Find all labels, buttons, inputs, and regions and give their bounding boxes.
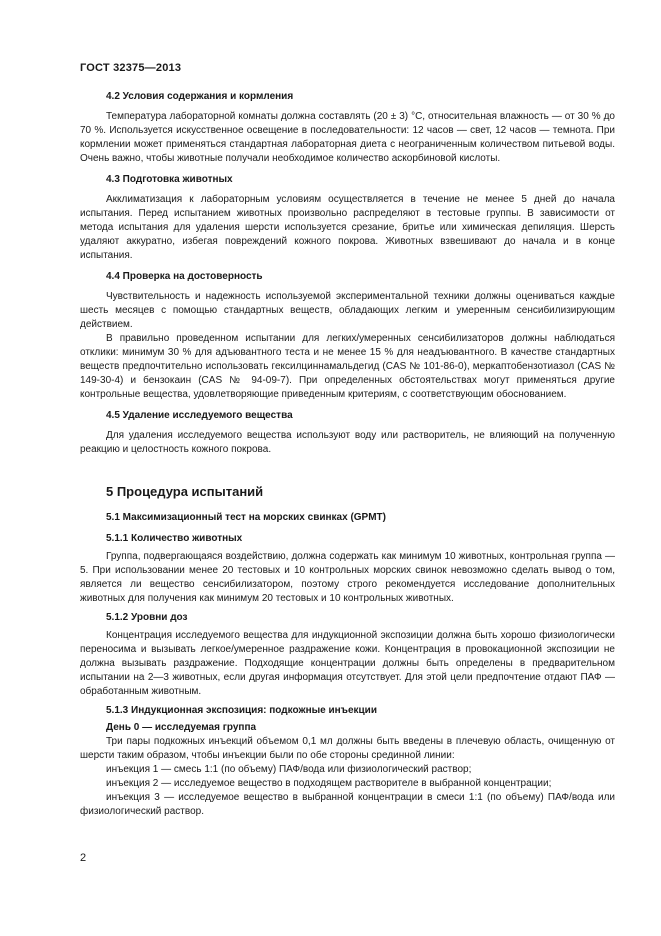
section-5-1-2-paragraph: Концентрация исследуемого вещества для индукционной экспозиции должна быть хорошо физиологически переносима и вызывать легкое/умеренное раздражение кожи. Концентрация в провокационной экспозиции не должна вызывать раздражение. Подходящие концентрации должны быть определены в предварительном испытании на 2—3 животных, если другая информация отсутствует. Для этой цели предпочтение отдают ПАФ — обработанным животным. — [80, 630, 615, 697]
document-header: ГОСТ 32375—2013 — [80, 62, 182, 74]
section-5-1-1-title: 5.1.1 Количество животных — [106, 533, 243, 544]
section-4-4-paragraph-1: Чувствительность и надежность используемой экспериментальной техники должны оцениваться каждые шесть месяцев с помощью стандартных веществ, обладающих легким и умеренным сенсибилизирующим действием. — [80, 291, 615, 330]
section-4-4-title: 4.4 Проверка на достоверность — [106, 271, 263, 282]
injection-2-item: инъекция 2 — исследуемое вещество в подходящем растворителе в выбранной концентрации; — [106, 778, 552, 789]
section-5-1-3-paragraph: Три пары подкожных инъекций объемом 0,1 мл должны быть введены в плечевую область, очищенную от шерсти таким образом, чтобы инъекции были по обе стороны срединной линии: — [80, 736, 615, 761]
section-5-1-3-title: 5.1.3 Индукционная экспозиция: подкожные инъекции — [106, 705, 377, 716]
injection-3-item: инъекция 3 — исследуемое вещество в выбранной концентрации в смеси 1:1 (по объему) ПАФ/вода или физиологический раствор. — [80, 792, 615, 817]
injection-1-item: инъекция 1 — смесь 1:1 (по объему) ПАФ/вода или физиологический раствор; — [106, 764, 472, 775]
section-4-5-title: 4.5 Удаление исследуемого вещества — [106, 410, 293, 421]
section-4-5-paragraph: Для удаления исследуемого вещества используют воду или растворитель, не влияющий на полученную реакцию и целостность кожного покрова. — [80, 430, 615, 455]
day-0-subtitle: День 0 — исследуемая группа — [106, 722, 257, 733]
section-4-3-paragraph: Акклиматизация к лабораторным условиям осуществляется в течение не менее 5 дней до начала испытания. Перед испытанием животных произвольно распределяют в тестовые группы. В зависимости от метода испытания для удаления шерсти используется срезание, бритье или химическая депиляция. Шерсть удаляют аккуратно, избегая повреждений кожного покрова. Животных взвешивают до начала и в конце испытания. — [80, 194, 615, 261]
section-4-4-paragraph-2: В правильно проведенном испытании для легких/умеренных сенсибилизаторов должны наблюдаться отклики: минимум 30 % для адъювантного теста и не менее 15 % для неадъювантного. В качестве стандартных веществ предпочтительно использовать гексилциннамальдегид (CAS № 101-86-0), меркаптобензотиазол (CAS № 149-30-4) и бензокаин (CAS № 94-09-7). При определенных обстоятельствах могут применяться другие контрольные вещества, удовлетворяющие приведенным критериям, с соответствующим обоснованием. — [80, 333, 615, 400]
section-4-2-title: 4.2 Условия содержания и кормления — [106, 91, 294, 102]
document-body — [80, 90, 615, 819]
section-5-title: 5 Процедура испытаний — [106, 484, 264, 499]
page-number: 2 — [80, 852, 87, 864]
section-4-2-paragraph: Температура лабораторной комнаты должна составлять (20 ± 3) °С, относительная влажность — от 30 % до 70 %. Используется искусственное освещение в последовательности: 12 часов — свет, 12 часов — темнота. При кормлении может применяться стандартная лабораторная диета с неограниченным количеством питьевой воды. Очень важно, чтобы животные получали необходимое количество аскорбиновой кислоты. — [80, 111, 615, 164]
section-4-3-title: 4.3 Подготовка животных — [106, 174, 233, 185]
section-5-1-1-paragraph: Группа, подвергающаяся воздействию, должна содержать как минимум 10 животных, контрольная группа — 5. При использовании менее 20 тестовых и 10 контрольных морских свинок невозможно сделать вывод о том, является ли вещество сенсибилизатором, поэтому строго рекомендуется исследование дополнительных животных для получения как минимум 20 тестовых и 10 контрольных животных. — [80, 551, 615, 604]
section-5-1-title: 5.1 Максимизационный тест на морских свинках (GPMT) — [106, 512, 386, 523]
section-5-1-2-title: 5.1.2 Уровни доз — [106, 612, 188, 623]
